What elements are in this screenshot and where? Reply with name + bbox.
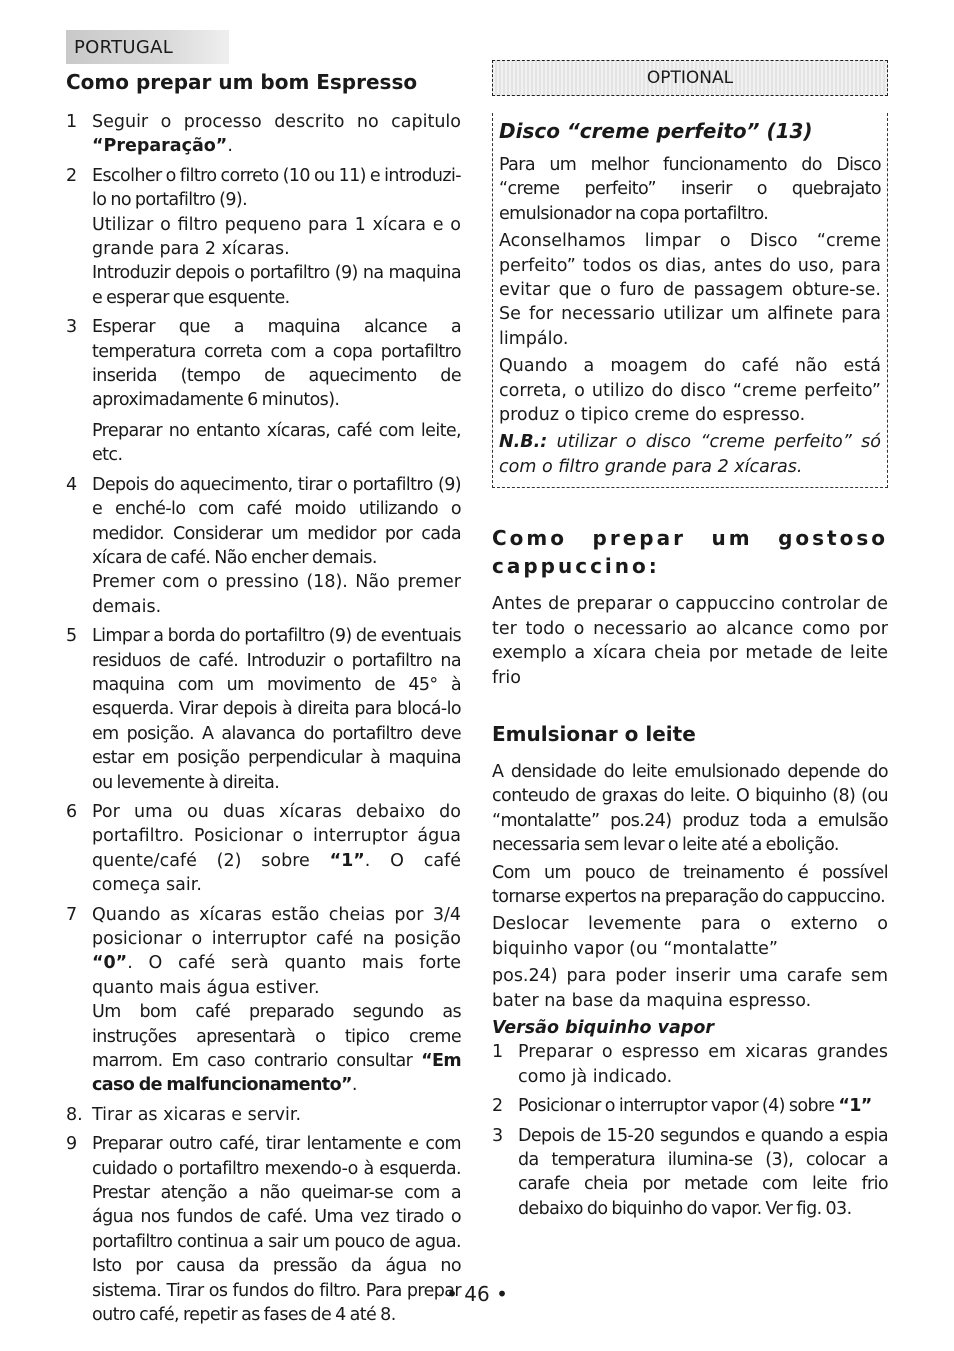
- list-item: 4 Depois do aquecimento, tirar o portafiltro (9) e enché-lo com café moido utilizando o medidor. Considerar um medidor por cada xícara de café. Não encher demais. Premer com o pressino (18). Não premer demais.: [66, 474, 461, 617]
- list-item: 6 Por uma ou duas xícaras debaixo do portafiltro. Posicionar o interruptor água quente/café (2) sobre “1”. O café começa sair.: [66, 801, 461, 896]
- list-item: 1 Seguir o processo descrito no capitulo “Preparação”.: [66, 112, 461, 157]
- cappuccino-steps: [492, 1040, 888, 1221]
- list-item: 2 Posicionar o interruptor vapor (4) sobre “1”: [492, 1096, 872, 1117]
- list-item: 8. Tirar as xicaras e servir.: [66, 1104, 302, 1125]
- espresso-title: Como prepar um bom Espresso: [66, 70, 418, 94]
- disco-section: [492, 113, 888, 488]
- disco-paragraph: Quando a moagem do café não está correta, o utilizo do disco “creme perfeito” produz o tipico creme do espresso.: [499, 356, 881, 426]
- disco-paragraph: Aconselhamos limpar o Disco “creme perfeito” todos os dias, antes do uso, para evitar que o furo de passagem obture-se. Se for necessario utilizar um alfinete para limpálo.: [499, 231, 881, 349]
- list-item: 7 Quando as xícaras estão cheias por 3/4 posicionar o interruptor café na posição “0”. O café serà quanto mais forte quanto mais água estiver. Um bom café preparado segundo as instruções apresentarà o tipico creme marrom. Em caso contrario consultar “Em caso de malfuncionamento”.: [66, 904, 461, 1096]
- cappuccino-title: Como prepar um gostoso cappuccino:: [492, 526, 888, 579]
- emulsionar-section: Emulsionar o leite A densidade do leite emulsionado depende do conteudo de graxas do leite. O biquinho (8) (ou “montalatte” pos.24) produz toda a emulsão necessaria sem levar o leite até a ebolição. Com um pouco de treinamento é possível tornarse expertos na preparação do cappuccino. Deslocar levemente para o externo o biquinho vapor (ou “montalatte” pos.24) para poder inserir uma carafe sem bater na base da maquina espresso. Versão biquinho vapor 1 Preparar o espresso em xicaras grandes como jà indicado. 2 Posicionar o interruptor vapor (4) sobre “1” 3 Depois de 15-20 segundos e quando a espia da temperatura ilumina-se (3), colocar a carafe cheia por metade com leite frio debaixo do biquinho do vapor. Ver fig. 03.: [492, 720, 888, 1221]
- page-number: • 46 •: [446, 1282, 508, 1306]
- optional-banner: [492, 60, 888, 96]
- cappuccino-section: [492, 524, 888, 690]
- emulsionar-title: Emulsionar o leite: [492, 721, 696, 746]
- list-item: 9 Preparar outro café, tirar lentamente e com cuidado o portafiltro mexendo-o à esquerda. Prestar atenção a não queimar-se com a água nos fundos de café. Uma vez tirado o portafiltro continua a sair um pouco de agua. Isto por causa da pressão da água no sistema. Tirar os fundos do filtro. Para prepar outro café, repetir as fases de 4 até 8.: [66, 1134, 461, 1326]
- language-tag: [66, 30, 229, 64]
- list-item: 1 Preparar o espresso em xicaras grandes como jà indicado.: [492, 1042, 888, 1087]
- version-title: Versão biquinho vapor: [492, 1017, 715, 1038]
- list-item: 3 Esperar que a maquina alcance a temperatura correta com a copa portafiltro inserida (tempo de aquecimento de aproximadamente 6 minutos). Preparar no entanto xícaras, café com leite, etc.: [66, 317, 461, 466]
- right-column: [492, 60, 888, 1226]
- espresso-steps: [66, 110, 461, 1328]
- left-column: [66, 68, 461, 1333]
- list-item: 3 Depois de 15-20 segundos e quando a espia da temperatura ilumina-se (3), colocar a carafe cheia por metade com leite frio debaixo do biquinho do vapor. Ver fig. 03.: [492, 1125, 888, 1219]
- optional-label: OPTIONAL: [646, 68, 734, 88]
- disco-note: N.B.: utilizar o disco “creme perfeito” só com o filtro grande para 2 xícaras.: [499, 432, 881, 477]
- language-tag-label: PORTUGAL: [74, 37, 174, 58]
- disco-paragraph: Para um melhor funcionamento do Disco “creme perfeito” inserir o quebrajato emulsionador na copa portafiltro.: [499, 155, 881, 224]
- list-item: 5 Limpar a borda do portafiltro (9) de eventuais residuos de café. Introduzir o portafiltro na maquina com um movimento de 45° à esquerda. Virar depois à direita para blocá-lo em posição. A alavanca do portafiltro deve estar em posição perpendicular à maquina ou levemente à direita.: [66, 626, 461, 793]
- list-item: 2 Escolher o filtro correto (10 ou 11) e introduzi-lo no portafiltro (9). Utilizar o filtro pequeno para 1 xícara e o grande para 2 xícaras. Introduzir depois o portafiltro (9) na maquina e esperar que esquente.: [66, 165, 461, 308]
- cappuccino-text: Antes de preparar o cappuccino controlar de ter todo o necessario ao alcance como por exemplo a xícara cheia por metade de leite frio: [492, 594, 888, 688]
- disco-title: Disco “creme perfeito” (13): [499, 119, 813, 143]
